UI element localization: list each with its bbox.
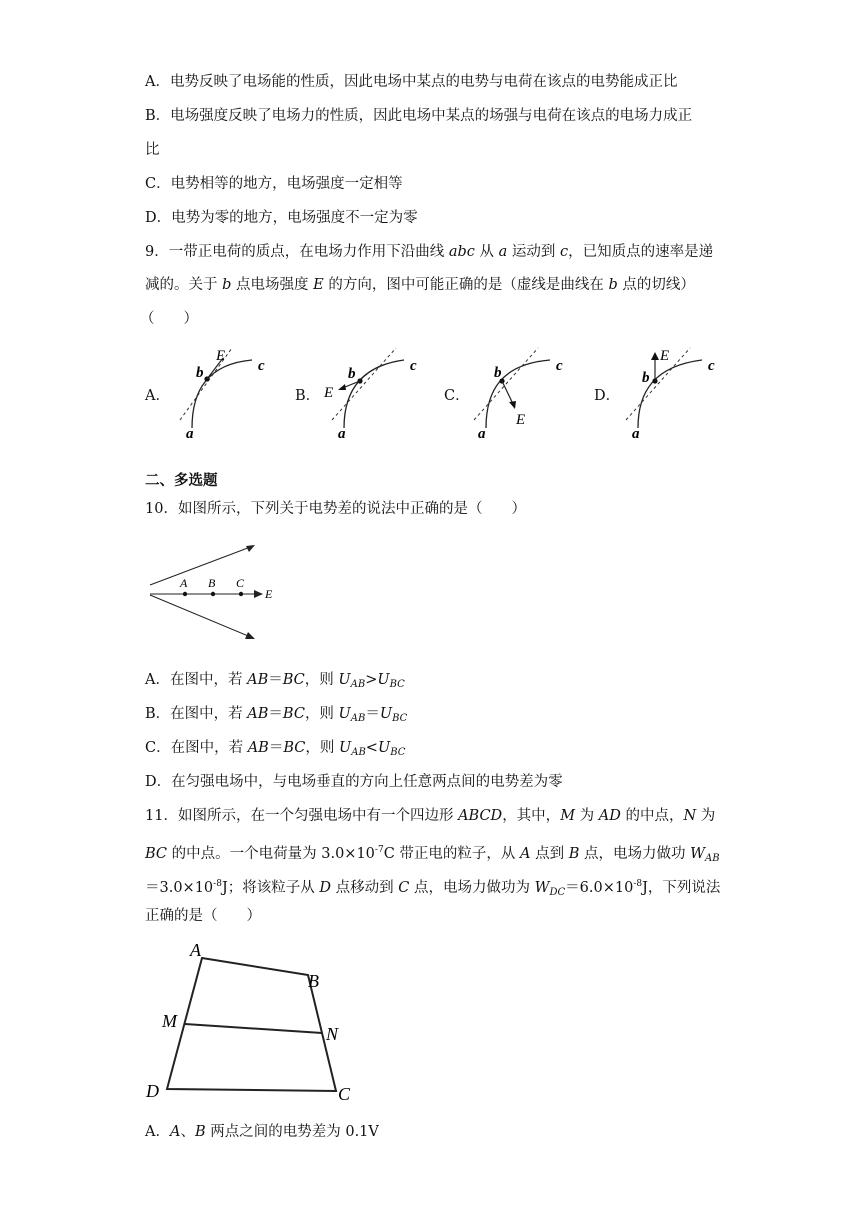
svg-text:C: C (338, 1084, 351, 1104)
q11-option-a: A．A、B 两点之间的电势差为 0.1V (145, 1124, 379, 1140)
q10-stem: 10．如图所示，下列关于电势差的说法中正确的是（ ） (145, 501, 526, 517)
q8-option-b-line2: 比 (145, 142, 160, 158)
svg-text:c: c (258, 358, 265, 374)
svg-text:a: a (632, 426, 640, 440)
svg-text:D: D (146, 1081, 159, 1101)
svg-text:c: c (708, 358, 715, 374)
q9-figure-d (620, 340, 730, 440)
q9-option-d-label: D． (594, 388, 621, 404)
q10-option-c: C．在图中，若 AB＝BC，则 $U_{AB}<U_{BC}$ (145, 740, 406, 758)
svg-text:E: E (324, 385, 334, 401)
svg-text:C: C (236, 576, 245, 590)
svg-text:b: b (348, 366, 356, 382)
q9-a-label-e: E (216, 348, 226, 364)
q9-option-c-label: C． (444, 388, 470, 404)
q9-figure-b (320, 340, 430, 440)
svg-text:a: a (478, 426, 486, 440)
svg-text:b: b (494, 365, 502, 381)
svg-text:c: c (556, 358, 563, 374)
q9-stem-line2: 减的。关于 b 点电场强度 E 的方向，图中可能正确的是（虚线是曲线在 b 点的切线） (145, 277, 695, 293)
q11-stem-line3: $=3.0\times 10^{-8}J$；将该粒子从 D 点移动到 C 点，电场力做功为 $W_{DC}=6.0\times 10^{-8}J$，下列说法 (145, 879, 721, 898)
svg-text:a: a (338, 426, 346, 440)
svg-text:E: E (516, 412, 526, 428)
q8-option-c: C．电势相等的地方，电场强度一定相等 (145, 176, 403, 192)
svg-text:A: A (190, 940, 201, 960)
q10-option-a: A．在图中，若 AB＝BC，则 $U_{AB}>U_{BC}$ (145, 672, 405, 690)
q10-option-b: B．在图中，若 AB＝BC，则 $U_{AB}=U_{BC}$ (145, 706, 408, 724)
q10-option-d: D．在匀强电场中，与电场垂直的方向上任意两点间的电势差为零 (145, 774, 563, 790)
q11-stem-line4: 正确的是（ ） (145, 908, 261, 924)
q8-option-b-line1: B．电场强度反映了电场力的性质，因此电场中某点的场强与电荷在该点的电场力成正 (145, 108, 693, 124)
q9-figure-c (470, 340, 580, 440)
svg-text:M: M (162, 1011, 177, 1031)
section-heading-multiple-choice: 二、多选题 (145, 472, 218, 489)
q10-figure (145, 535, 285, 650)
q8-option-d: D．电势为零的地方，电场强度不一定为零 (145, 210, 418, 226)
q11-figure (140, 935, 380, 1110)
q9-figure-a (170, 340, 280, 440)
q8-option-a: A．电势反映了电场能的性质，因此电场中某点的电势与电荷在该点的电势能成正比 (145, 74, 678, 90)
svg-text:c: c (410, 358, 417, 374)
q9-option-a-label: A． (145, 388, 170, 404)
svg-text:b: b (196, 365, 204, 381)
q9-stem-line3: （ ） (140, 311, 198, 327)
svg-text:E: E (660, 348, 670, 364)
q11-stem-line2: BC 的中点。一个电荷量为 $3.0\times 10^{-7}C$ 带正电的粒子，从 A 点到 B 点，电场力做功 $W_{AB}$ (145, 845, 720, 864)
q11-stem-line1: 11．如图所示，在一个匀强电场中有一个四边形 ABCD，其中，M 为 AD 的中点，N 为 (145, 808, 716, 824)
svg-text:B: B (208, 576, 216, 590)
svg-text:a: a (186, 426, 194, 440)
svg-text:B: B (308, 971, 319, 991)
q9-stem-line1: 9．一带正电荷的质点，在电场力作用下沿曲线 abc 从 a 运动到 c，已知质点的速率是递 (145, 244, 714, 260)
svg-text:E: E (265, 587, 273, 601)
svg-text:N: N (326, 1024, 339, 1044)
q9-option-b-label: B． (295, 388, 321, 404)
svg-text:A: A (180, 576, 188, 590)
svg-text:b: b (642, 370, 650, 386)
